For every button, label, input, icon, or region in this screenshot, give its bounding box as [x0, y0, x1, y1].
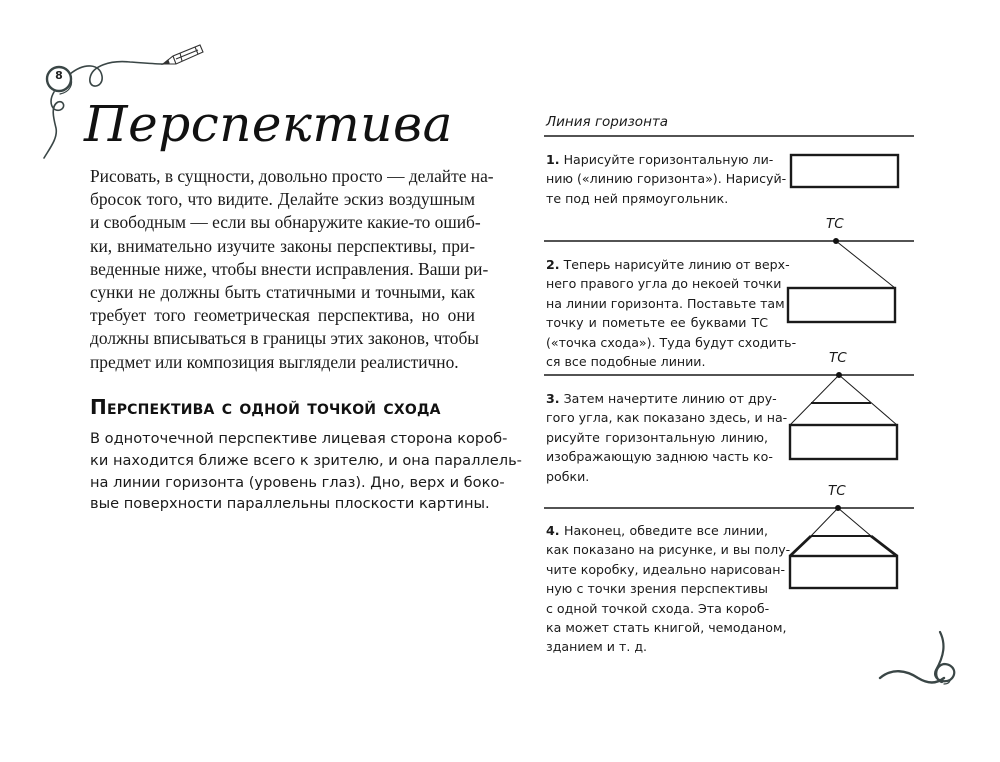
- vanishing-point-dot: [835, 505, 841, 511]
- step-line: как показано на рисунке, и вы полу-: [546, 542, 791, 558]
- intro-line: предмет или композиция выглядели реалистично.: [90, 351, 459, 372]
- vanishing-point-label: ТС: [829, 350, 847, 366]
- intro-line: и свободным — если вы обнаружите какие-то ошиб-: [90, 212, 481, 233]
- step-line: с одной точкой схода. Эта короб-: [546, 600, 770, 616]
- section-body-line: на линии горизонта (уровень глаз). Дно, верх и боко-: [90, 473, 505, 491]
- page-title: Перспектива: [84, 95, 453, 153]
- step-line: робки.: [546, 468, 590, 484]
- step-line: ка может стать книгой, чемоданом,: [546, 620, 787, 636]
- step-line: («точка схода»). Туда будут сходить-: [546, 334, 797, 350]
- intro-line: Рисовать, в сущности, довольно просто — делайте на-: [90, 166, 494, 186]
- step-line: Нарисуйте горизонтальную ли-: [563, 152, 774, 167]
- page-number: 8: [55, 69, 63, 82]
- perspective-line: [790, 375, 839, 425]
- swirl-ornament-icon: [870, 630, 980, 710]
- step-2-text: [546, 255, 797, 371]
- box-side-edge: [871, 536, 897, 556]
- step-3-text: [546, 389, 788, 486]
- vanishing-point-label: ТС: [826, 216, 844, 232]
- section-heading: Перспектива с одной точкой схода: [90, 395, 441, 419]
- vanishing-point-dot: [833, 238, 839, 244]
- step-line: нию («линию горизонта»). Нарисуй-: [546, 171, 787, 187]
- pencil-icon: [163, 45, 203, 64]
- step-number: 4.: [546, 523, 560, 538]
- box-front: [788, 288, 895, 322]
- intro-line: веденные ниже, чтобы внести исправления. Ваши ри-: [90, 258, 489, 279]
- perspective-line: [839, 375, 897, 425]
- step-line: него правого угла до некоей точки: [546, 276, 782, 292]
- step-line: те под ней прямоугольник.: [546, 190, 729, 206]
- step-line: на линии горизонта. Поставьте там: [546, 295, 785, 311]
- step-number: 2.: [546, 257, 560, 272]
- section-body-line: ки находится ближе всего к зрителю, и она параллель-: [90, 451, 522, 469]
- section-body-line: В одноточечной перспективе лицевая сторона короб-: [90, 430, 508, 447]
- step-line: зданием и т. д.: [546, 639, 648, 655]
- box-front: [790, 556, 897, 588]
- step-4-text: [546, 521, 791, 657]
- perspective-line: [838, 508, 871, 536]
- horizon-line-label: Линия горизонта: [546, 114, 669, 130]
- vanishing-point-dot: [836, 372, 842, 378]
- section-body-line: вые поверхности параллельны плоскости картины.: [90, 495, 490, 513]
- step-line: Теперь нарисуйте линию от верх-: [563, 257, 790, 272]
- step-number: 3.: [546, 391, 560, 406]
- step-line: изображающую заднюю часть ко-: [546, 449, 773, 465]
- intro-line: сунки не должны быть статичными и точными, как: [90, 282, 475, 303]
- box-front: [790, 425, 897, 459]
- perspective-line: [811, 508, 838, 536]
- intro-line: бросок того, что видите. Делайте эскиз воздушным: [90, 189, 475, 210]
- step-line: Затем начертите линию от дру-: [563, 391, 777, 406]
- box-side-edge: [790, 536, 811, 556]
- perspective-line: [836, 241, 895, 288]
- step-number: 1.: [546, 152, 560, 167]
- step-line: чите коробку, идеально нарисован-: [546, 561, 786, 577]
- intro-paragraph: [90, 165, 494, 374]
- box-front: [791, 155, 898, 187]
- intro-line: ки, внимательно изучите законы перспективы, при-: [90, 235, 475, 256]
- vanishing-point-label: ТС: [828, 483, 846, 499]
- step-line: гого угла, как показано здесь, и на-: [546, 410, 788, 426]
- step-line: ную с точки зрения перспективы: [546, 581, 768, 597]
- intro-line: требует того геометрическая перспектива, но они: [90, 305, 475, 326]
- step-line: ся все подобные линии.: [546, 354, 706, 370]
- section-body: [90, 428, 522, 515]
- intro-line: должны вписываться в границы этих законов, чтобы: [90, 328, 479, 349]
- step-line: Наконец, обведите все линии,: [564, 523, 768, 538]
- step-1-text: [546, 150, 787, 208]
- step-line: рисуйте горизонтальную линию,: [546, 429, 768, 445]
- step-line: точку и пометьте ее буквами ТС: [546, 315, 768, 331]
